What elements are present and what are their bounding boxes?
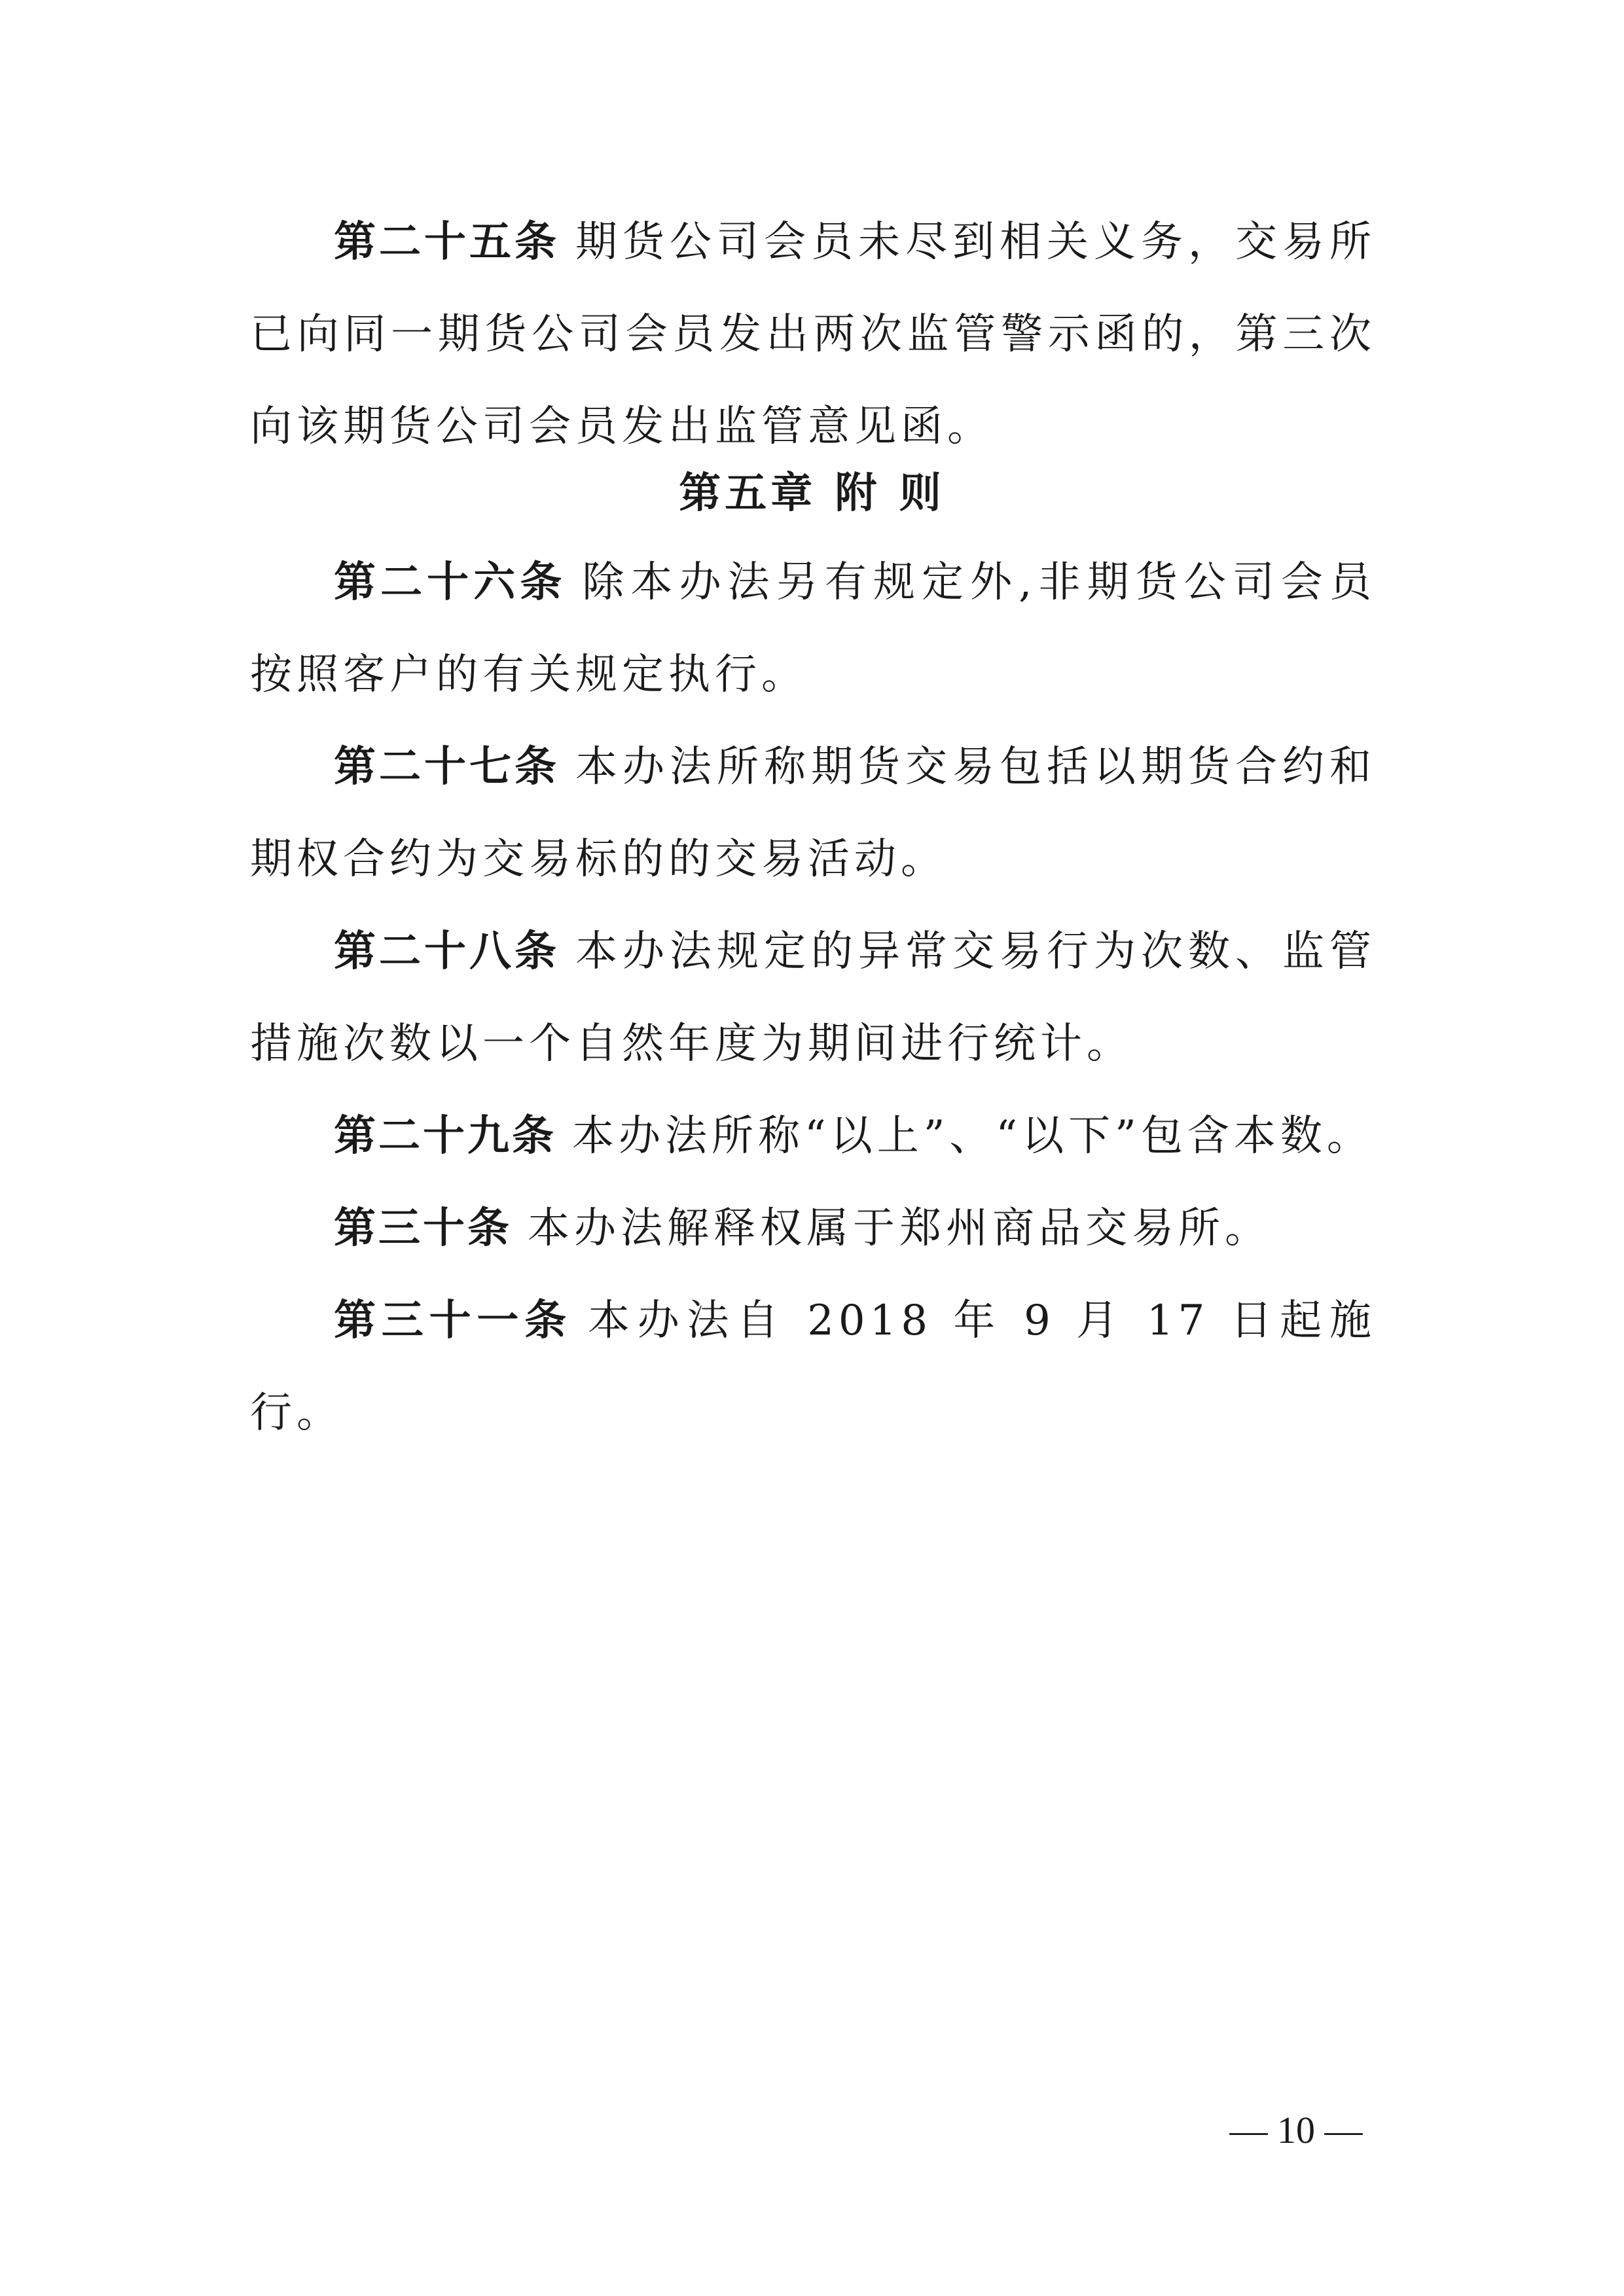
- article-label: 第三十一条: [334, 1297, 572, 1345]
- article-label: 第二十八条: [334, 927, 560, 976]
- article-text: 本办法解释权属于郑州商品交易所。: [528, 1204, 1271, 1253]
- article-29: [250, 1090, 1376, 1183]
- article-text: 除本办法另有规定外,非期货公司会员按照客户的有关规定执行。: [250, 558, 1377, 699]
- article-block-top: [250, 196, 1376, 473]
- article-label: 第二十六条: [334, 558, 567, 607]
- article-label: 第二十五条: [334, 218, 560, 266]
- article-28: [250, 906, 1376, 1090]
- article-25: [250, 196, 1376, 473]
- article-27: [250, 721, 1376, 906]
- article-text: 本办法自 2018 年 9 月 17 日起施行。: [250, 1297, 1377, 1437]
- chapter-heading: 第五章 附 则: [679, 469, 945, 518]
- article-31: [250, 1275, 1376, 1460]
- article-text: 本办法所称“以上”、“以下”包含本数。: [572, 1112, 1373, 1160]
- article-text: 本办法所称期货交易包括以期货合约和期权合约为交易标的的交易活动。: [250, 743, 1376, 884]
- article-26: [250, 537, 1376, 721]
- article-label: 第二十七条: [334, 743, 560, 791]
- article-30: [250, 1183, 1376, 1275]
- article-label: 第二十九条: [334, 1112, 556, 1160]
- article-label: 第三十条: [334, 1204, 512, 1253]
- article-block-bottom: [250, 537, 1376, 1460]
- article-text: 期货公司会员未尽到相关义务，交易所已向同一期货公司会员发出两次监管警示函的，第三次向该期货公司会员发出监管意见函。: [250, 218, 1376, 451]
- article-text: 本办法规定的异常交易行为次数、监管措施次数以一个自然年度为期间进行统计。: [250, 927, 1376, 1068]
- page-number: — 10 —: [1229, 2109, 1363, 2151]
